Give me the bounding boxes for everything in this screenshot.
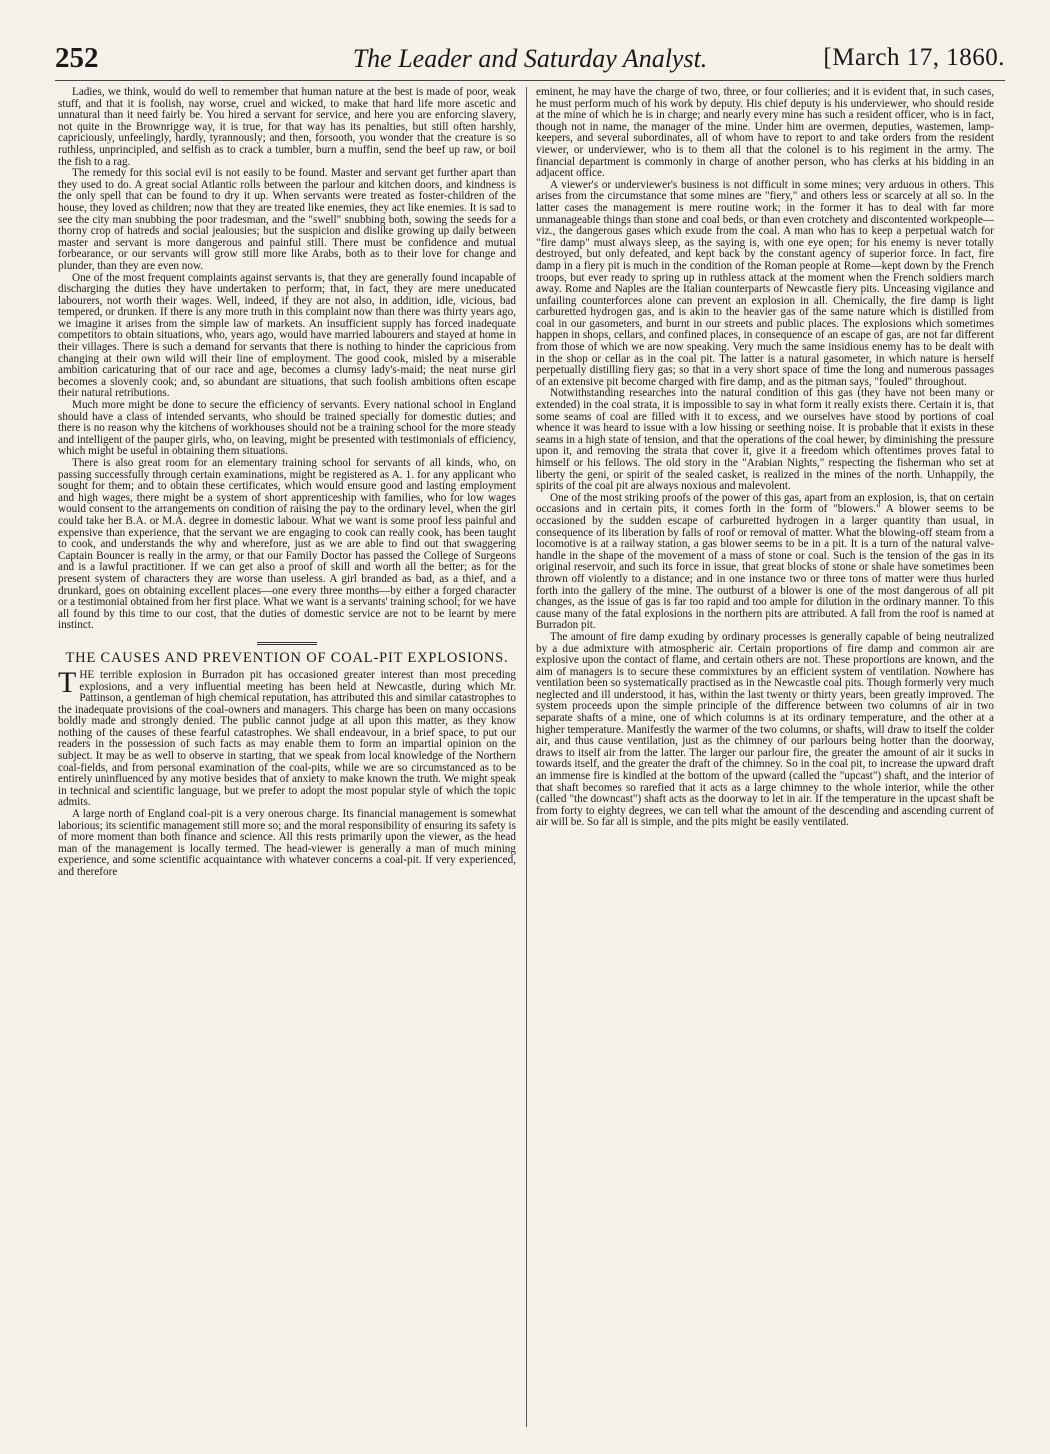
body-paragraph: A large north of England coal-pit is a very onerous charge. Its financial management is somewhat laborious; its scientific management still more so; and the moral responsibility of ensuring its safety is of more moment than both finance and science. All this rests primarily upon the viewer, as the head man of the management is locally termed. The head-viewer is generally a man of much mining experience, and some scientific acquaintance with whatever concerns a coal-pit. If very experienced, and therefore (58, 808, 516, 878)
page-header (55, 38, 1005, 78)
body-paragraph: One of the most striking proofs of the power of this gas, apart from an explosion, is, that on certain occasions and in certain pits, it comes forth in the form of "blowers." A blower seems to be occasioned by the sudden escape of carburetted hydrogen in a larger quantity than usual, in consequence of its liberation by falls of roof or removal of matter. What the blowing-off steam from a locomotive is at a railway station, a gas blower seems to be in a pit. It is a turn of the natural valve-handle in the shape of the movement of a mass of stone or coal. Such is the tension of the gas in its original reservoir, and such its force in issue, that great blocks of stone or shale have sometimes been thrown off violently to a distance; and in one instance two or three tons of matter were thus hurled forth into the gallery of the mine. The outburst of a blower is one of the most dangerous of all pit changes, as the issue of gas is far too rapid and too ample for dilution in the ordinary manner. To this cause many of the fatal explosions in the northern pits are attributed. A fall from the roof is named at Burradon pit. (536, 491, 994, 632)
body-paragraph: Ladies, we think, would do well to remember that human nature at the best is made of poor, weak stuff, and that it is foolish, nay worse, cruel and wicked, to make that hard life more ascetic and unnatural than it need fairly be. You hired a servant for service, and here you are enforcing slavery, not quite in the Brownrigge way, it is true, for that way has its penalties, but still often harshly, capriciously, unfeelingly, hardly, tyrannously; and then, forsooth, you wonder that the creature is so ruthless, unprincipled, and selfish as to crack a tumbler, burn a muffin, send the beef up raw, or boil the fish to a rag. (58, 87, 516, 168)
right-column (536, 87, 994, 1427)
body-paragraph: A viewer's or underviewer's business is not difficult in some mines; very arduous in others. This arises from the circumstance that some mines are "fiery," and others less or scarcely at all so. In the latter cases the management is mere routine work; in the former it has to deal with far more unmanageable things than stone and coal beds, or than even crotchety and discontented workpeople—viz., the dangerous gases which exude from the coal. A man who has to keep a perpetual watch for "fire damp" must always sleep, as the saying is, with one eye open; for his enemy is never totally destroyed, but only defeated, and kept back by the constant agency of superior force. In fact, fire damp in a fiery pit is much in the condition of the Roman people at Rome—kept down by the French troops, but ever ready to spring up in ruthless attack at the moment when the French soldiers march away. Rome and Naples are the Italian counterparts of Newcastle fiery pits. Unceasing vigilance and unfailing counterforces alone can prevent an explosion in all. Chemically, the fire damp is light carburetted hydrogen gas, and is akin to the heavier gas of the same nature which is distilled from coal in our gasometers, and burnt in our streets and public places. The explosions which sometimes happen in shops, cellars, and confined places, in consequence of an escape of gas, are not far different from those of which we are now speaking. Very much the same insidious enemy has to be dealt with in the shop or cellar as in the coal pit. The latter is a natural gasometer, in which nature is herself perpetually distilling fiery gas; so that in a very short space of time the long and numerous passages of an extensive pit become charged with fire damp, and as the pitman says, "fouled" throughout. (536, 178, 994, 388)
left-column (58, 87, 516, 1427)
opening-text: HE terrible explosion in Burradon pit has occasioned greater interest than most preceding explosions, and a very influential meeting has been held at Newcastle, during which Mr. Pattinson, a gentleman of high chemical reputation, has attributed this and similar catastrophes to the inadequate provisions of the coal-owners and managers. This charge has been on many occasions boldly made and strongly denied. The public cannot judge at all upon this matter, as they know nothing of the causes of these fearful catastrophes. We shall endeavour, in a brief space, to put our readers in the possession of such facts as may enable them to form an impartial opinion on the subject. It may be as well to observe in starting, that we speak from local knowledge of the Northern coal-fields, and from personal examination of the coal-pits, while we are so circumstanced as to be entirely uninfluenced by any motive besides that of anxiety to make known the truth. We might speak in technical and scientific language, but we prefer to adopt the most popular style of which the topic admits. (58, 668, 516, 809)
issue-date: [March 17, 1860. (823, 44, 1005, 71)
page-number: 252 (55, 42, 99, 74)
body-paragraph: The remedy for this social evil is not easily to be found. Master and servant get further apart than they used to do. A great social Atlantic rolls between the parlour and kitchen doors, and kindness is the only spell that can be found to dry it up. When servants were treated as foster-children of the house, they loved as children; now that they are treated like enemies, they act like enemies. It is sad to see the city man snubbing the poor tradesman, and the "swell" snubbing both, sowing the seeds for a thorny crop of hatreds and social jealousies; but the suspicion and dislike growing up daily between master and servant is more dangerous and painful still. There must be confidence and mutual forbearance, or our servants will grow still more like Arabs, both as to their love for change and plunder, than they are even now. (58, 167, 516, 272)
section-divider (257, 642, 317, 645)
body-paragraph: One of the most frequent complaints against servants is, that they are generally found incapable of discharging the duties they have undertaken to perform; that, in fact, they are mere uneducated labourers, not worth their wages. Well, indeed, if they are not also, in addition, idle, vicious, bad tempered, or drunken. If there is any more truth in this complaint now than there was thirty years ago, we imagine it arises from the simple law of markets. An insufficient supply has forced inadequate competitors to obtain situations, who, years ago, would have married labourers and stayed at home in their villages. There is such a demand for servants that there is nothing to hinder the capricious from changing at their own wild will their line of employment. The good cook, misled by a miserable ambition caricaturing that of our race and age, becomes a clumsy lady's-maid; the neat nurse girl becomes a slovenly cook; and, so abundant are situations, that such foolish ambitions often escape their natural retributions. (58, 271, 516, 400)
body-paragraph: There is also great room for an elementary training school for servants of all kinds, who, on passing successfully through certain examinations, might be registered as A. 1. for any applicant who sought for them; and to obtain these certificates, which would ensure good and lasting employment and high wages, there might be a system of short apprenticeship with families, who for low wages would consent to the arrangements on condition of raising the pay to the ordinary level, when the girl could take her B.A. or M.A. degree in domestic labour. What we want is some proof less painful and expensive than experience, that the servant we are engaging to cook can really cook, has been taught to cook, and understands the why and wherefore, just as we are able to find out that swaggering Captain Bouncer is really in the army, or that our Family Doctor has passed the College of Surgeons and is a lawful practitioner. If we can get also a proof of skill and worth all the better; as for the present system of characters they are worse than useless. A girl branded as bad, as a thief, and a drunkard, goes on obtaining excellent places—one every three months—by either a forged character or a testimonial obtained from her first place. What we want is a servants' training school; for we have all found by this time to our cost, that the duties of domestic service are not to be learnt by mere instinct. (58, 457, 516, 632)
body-paragraph: Much more might be done to secure the efficiency of servants. Every national school in England should have a class of intended servants, who should be trained specially for domestic duties; and there is no reason why the kitchens of workhouses should not be a training school for the more steady and intelligent of the pauper girls, who, on leaving, might be presented with testimonials of efficiency, which might be useful in obtaining them situations. (58, 399, 516, 458)
article-opening-paragraph (58, 665, 516, 809)
continued-paragraph: eminent, he may have the charge of two, three, or four collieries; and it is evident that, in such cases, he must perform much of his work by deputy. His chief deputy is his underviewer, who should reside at the mine of which he is in charge; and nearly every mine has such a resident officer, who is in fact, though not in name, the manager of the mine. Under him are overmen, deputies, wastemen, lamp-keepers, and several subordinates, all of whom have to report to and take orders from the resident viewer, or underviewer, who is to them all that the colonel is to his regiment in the army. The financial department is commonly in charge of another person, who has clerks at his bidding in an adjacent office. (536, 87, 994, 180)
article-heading: THE CAUSES AND PREVENTION OF COAL-PIT EXPLOSIONS. (65, 649, 509, 666)
column-rule (526, 87, 527, 1427)
header-rule (55, 80, 1005, 81)
body-paragraph: Notwithstanding researches into the natural condition of this gas (they have not been many or extended) in the coal strata, it is impossible to say in what form it really exists there. Certain it is, that some seams of coal are filled with it to excess, and we ourselves have stood by portions of coal whence it was heard to issue with a low hissing or seething noise. It is probable that it exists in these seams in a high state of tension, and that the operations of the coal hewer, by diminishing the pressure upon it, and removing the strata that cover it, give it a freedom which oftentimes proves fatal to himself or his fellows. The old story in the "Arabian Nights," respecting the fisherman who set at liberty the geni, or spirit of the sealed casket, is realized in the mines of the north. Unhappily, the spirits of the coal pit are always noxious and malevolent. (536, 387, 994, 493)
publication-title: The Leader and Saturday Analyst. (352, 44, 708, 73)
body-paragraph: The amount of fire damp exuding by ordinary processes is generally capable of being neutralized by a due admixture with atmospheric air. Certain proportions of fire damp and common air are explosive upon the contact of flame, and certain others are not. These proportions are known, and the aim of managers is to secure these commixtures by an efficient system of ventilation. Nowhere has ventilation been so systematically practised as in the Newcastle coal pits. Though formerly very much neglected and ill understood, it has, within the last twenty or thirty years, been greatly improved. The system proceeds upon the simple principle of the difference between two columns of air in two separate shafts of a mine, one of which columns is at its ordinary temperature, and the other at a higher temperature. Manifestly the warmer of the two columns, or shafts, will draw to itself the colder air, and thus cause ventilation, just as the chimney of our parlours being hotter than the doorway, draws to itself air from the latter. The larger our parlour fire, the greater the amount of air it sucks in towards itself, and the greater the draft of the chimney. So in the coal pit, to increase the upward draft an immense fire is kindled at the bottom of the upward (called the "upcast") shaft, and the interior of that shaft becomes so rarefied that it acts as a large chimney to the whole interior, while the other (called "the downcast") shaft acts as the doorway to let in air. If the temperature in the upcast shaft be from forty to eighty degrees, we can tell what the amount of the descending and ascending current of air will be. So far all is simple, and the pits might be easily ventilated. (536, 630, 994, 829)
drop-cap: T (58, 665, 77, 699)
